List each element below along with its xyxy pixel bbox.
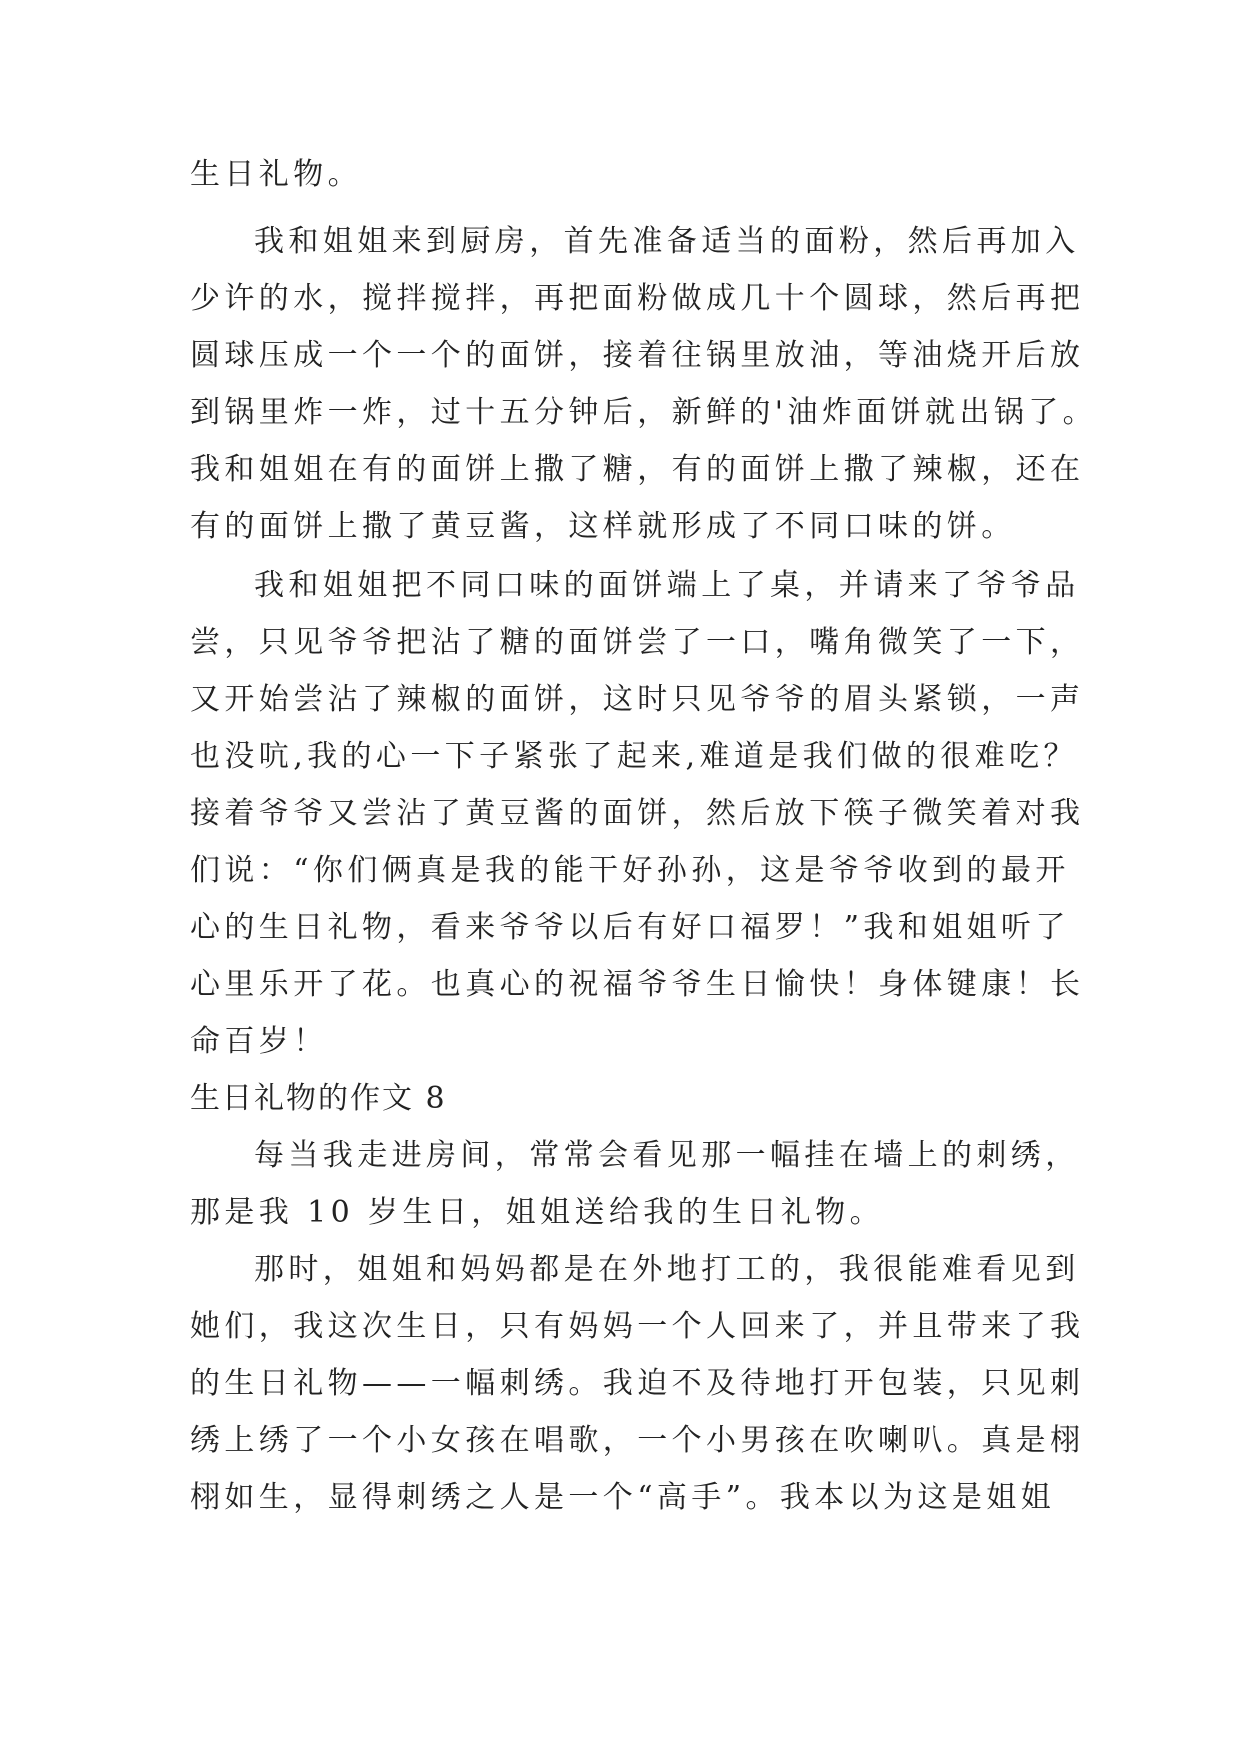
paragraph-first-line: 那时，姐姐和妈妈都是在外地打工的，我很能难看见到 <box>254 1252 1080 1287</box>
text-line: 圆球压成一个一个的面饼，接着往锅里放油，等油烧开后放 <box>190 338 1085 373</box>
text-line: 她们，我这次生日，只有妈妈一个人回来了，并且带来了我 <box>190 1309 1085 1344</box>
text-line: 那是我 10 岁生日，姐姐送给我的生日礼物。 <box>190 1195 885 1230</box>
text-line: 绣上绣了一个小女孩在唱歌，一个小男孩在吹喇叭。真是栩 <box>190 1423 1085 1458</box>
text-line: 接着爷爷又尝沾了黄豆酱的面饼，然后放下筷子微笑着对我 <box>190 796 1085 831</box>
text-line: 生日礼物。 <box>190 157 362 192</box>
text-line: 心里乐开了花。也真心的祝福爷爷生日愉快！身体键康！长 <box>190 967 1085 1002</box>
text-line: 尝，只见爷爷把沾了糖的面饼尝了一口，嘴角微笑了一下， <box>190 625 1085 660</box>
text-line: 我和姐姐在有的面饼上撒了糖，有的面饼上撒了辣椒，还在 <box>190 452 1085 487</box>
paragraph-first-line: 我和姐姐把不同口味的面饼端上了桌，并请来了爷爷品 <box>254 568 1080 603</box>
text-line: 的生日礼物——一幅刺绣。我迫不及待地打开包装，只见刺 <box>190 1366 1085 1401</box>
section-heading: 生日礼物的作文 8 <box>190 1081 447 1116</box>
text-line: 也没吭,我的心一下子紧张了起来,难道是我们做的很难吃？ <box>190 739 1078 774</box>
text-line: 心的生日礼物，看来爷爷以后有好口福罗！”我和姐姐听了 <box>190 910 1070 945</box>
text-line: 有的面饼上撒了黄豆酱，这样就形成了不同口味的饼。 <box>190 509 1016 544</box>
text-line: 栩如生，显得刺绣之人是一个“高手”。我本以为这是姐姐 <box>190 1480 1056 1515</box>
text-line: 到锅里炸一炸，过十五分钟后，新鲜的'油炸面饼就出锅了。 <box>190 395 1098 430</box>
paragraph-first-line: 每当我走进房间，常常会看见那一幅挂在墙上的刺绣， <box>254 1138 1080 1173</box>
paragraph-first-line: 我和姐姐来到厨房，首先准备适当的面粉，然后再加入 <box>254 224 1080 259</box>
text-line: 命百岁！ <box>190 1024 328 1059</box>
text-line: 们说：“你们俩真是我的能干好孙孙，这是爷爷收到的最开 <box>190 853 1070 888</box>
text-line: 少许的水，搅拌搅拌，再把面粉做成几十个圆球，然后再把 <box>190 281 1085 316</box>
text-line: 又开始尝沾了辣椒的面饼，这时只见爷爷的眉头紧锁，一声 <box>190 682 1085 717</box>
